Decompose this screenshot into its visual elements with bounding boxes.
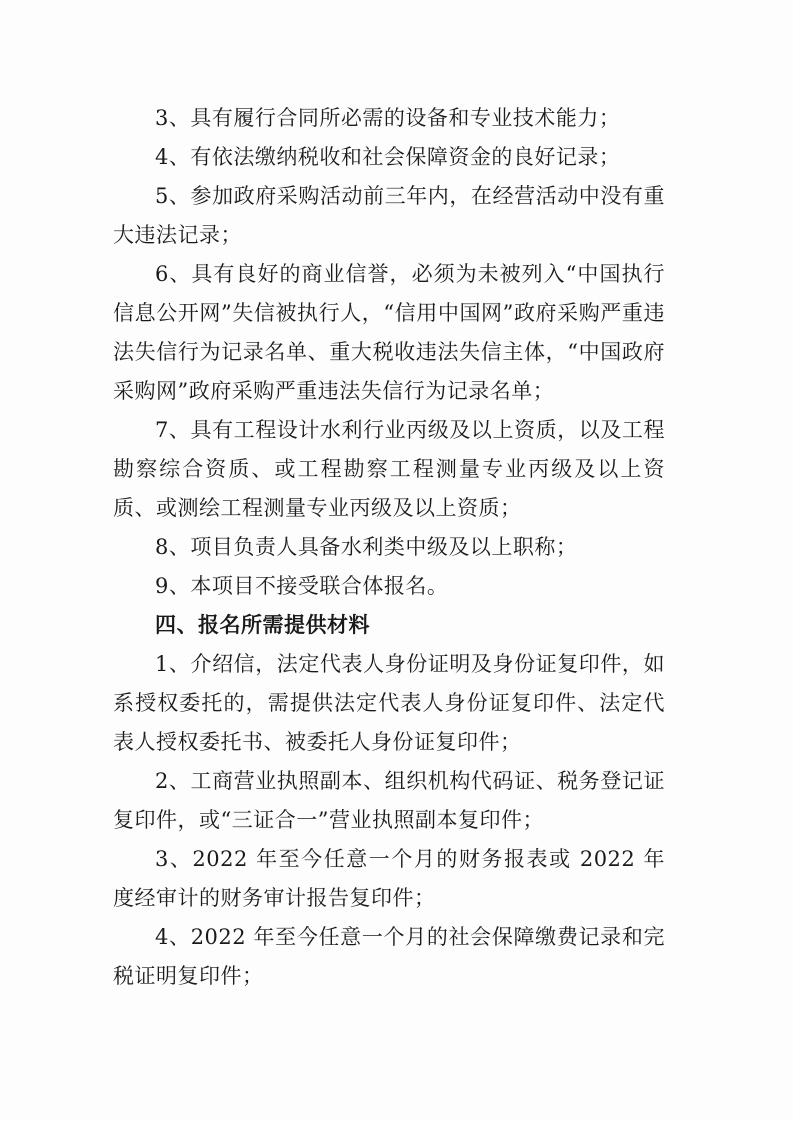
material-item-4: 4、2022 年至今任意一个月的社会保障缴费记录和完税证明复印件； <box>113 925 665 988</box>
paragraph-item-6: 6、具有良好的商业信誉，必须为未被列入“中国执行信息公开网”失信被执行人，“信用中国网”政府采购严重违法失信行为记录名单、重大税收违法失信主体，“中国政府采购网”政府采购严重违法失信行为记录名单； <box>113 262 665 403</box>
paragraph-item-5: 5、参加政府采购活动前三年内，在经营活动中没有重大违法记录； <box>113 184 665 247</box>
section-heading: 四、报名所需提供材料 <box>155 613 370 637</box>
paragraph-item-8: 8、项目负责人具备水利类中级及以上职称； <box>155 535 578 559</box>
material-item-2: 2、工商营业执照副本、组织机构代码证、税务登记证复印件，或“三证合一”营业执照副本复印件； <box>113 769 665 832</box>
material-item-1: 1、介绍信，法定代表人身份证明及身份证复印件，如系授权委托的，需提供法定代表人身份证复印件、法定代表人授权委托书、被委托人身份证复印件； <box>113 652 665 754</box>
paragraph-item-9: 9、本项目不接受联合体报名。 <box>155 574 449 598</box>
material-item-3: 3、2022 年至今任意一个月的财务报表或 2022 年度经审计的财务审计报告复印件； <box>113 847 665 910</box>
paragraph-item-7: 7、具有工程设计水利行业丙级及以上资质，以及工程勘察综合资质、或工程勘察工程测量专业丙级及以上资质、或测绘工程测量专业丙级及以上资质； <box>113 418 665 520</box>
paragraph-item-4: 4、有依法缴纳税收和社会保障资金的良好记录； <box>155 145 621 169</box>
paragraph-item-3: 3、具有履行合同所必需的设备和专业技术能力； <box>155 106 621 130</box>
document-body <box>113 99 665 996</box>
